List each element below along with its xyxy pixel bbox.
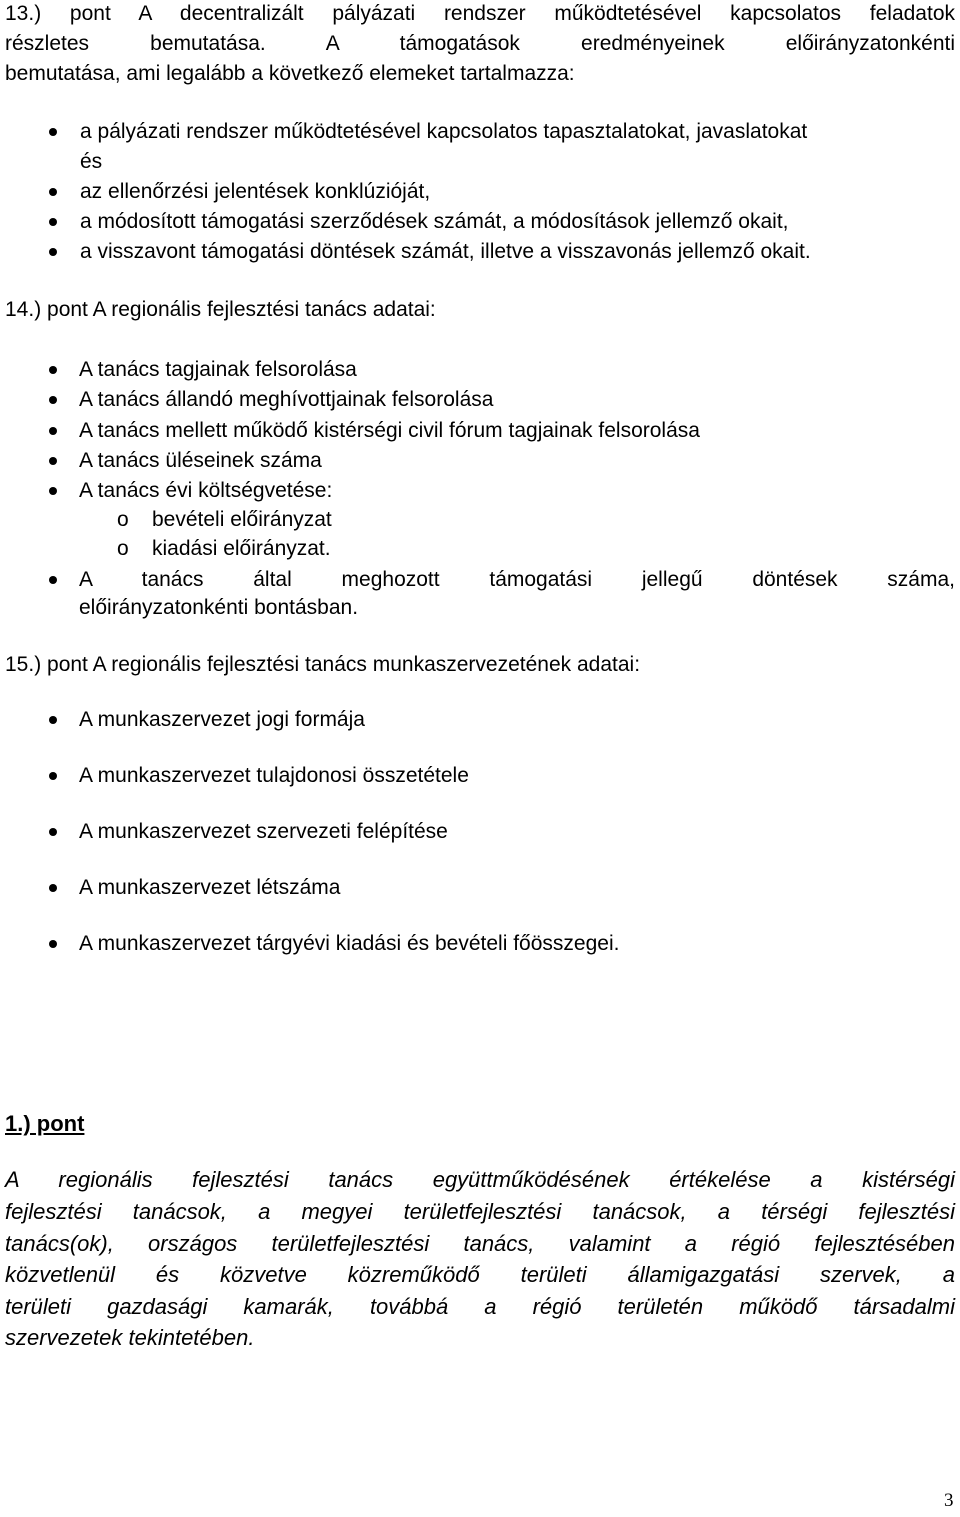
section13-item-continuation: és	[80, 150, 103, 173]
section14-item: A tanács által meghozott támogatási jellegű döntések száma,	[79, 568, 955, 591]
section15-item: A munkaszervezet tárgyévi kiadási és bevételi főösszegei.	[79, 932, 620, 955]
section1-paragraph-line: A regionális fejlesztési tanács együttműködésének értékelése a kistérségi	[5, 1167, 955, 1192]
bullet-icon	[49, 457, 57, 465]
section13-heading-line1: 13.) pont A decentralizált pályázati rendszer működtetésével kapcsolatos feladatok	[5, 2, 955, 25]
section13-item: a módosított támogatási szerződések számát, a módosítások jellemző okait,	[80, 210, 789, 233]
section15-item: A munkaszervezet jogi formája	[79, 708, 365, 731]
section14-heading: 14.) pont A regionális fejlesztési tanács adatai:	[5, 298, 436, 321]
bullet-icon	[49, 772, 57, 780]
section14-item: A tanács állandó meghívottjainak felsorolása	[79, 388, 494, 411]
section13-heading-line3: bemutatása, ami legalább a következő elemeket tartalmazza:	[5, 62, 575, 85]
section1-paragraph-line: szervezetek tekintetében.	[5, 1325, 255, 1350]
section13-item: az ellenőrzési jelentések konklúzióját,	[80, 180, 431, 203]
circle-bullet-icon: o	[117, 508, 129, 531]
section14-item: A tanács évi költségvetése:	[79, 479, 333, 502]
bullet-icon	[49, 188, 57, 196]
section15-item: A munkaszervezet tulajdonosi összetétele	[79, 764, 469, 787]
bullet-icon	[49, 828, 57, 836]
section13-item: a pályázati rendszer működtetésével kapcsolatos tapasztalatokat, javaslatokat	[80, 120, 808, 143]
section14-item: A tanács tagjainak felsorolása	[79, 358, 357, 381]
section14-item: A tanács mellett működő kistérségi civil fórum tagjainak felsorolása	[79, 419, 700, 442]
section14-item-continuation: előirányzatonkénti bontásban.	[79, 596, 359, 619]
section15-heading: 15.) pont A regionális fejlesztési tanács munkaszervezetének adatai:	[5, 653, 641, 676]
circle-bullet-icon: o	[117, 537, 129, 560]
section13-heading-line2: részletes bemutatása. A támogatások eredményeinek előirányzatonkénti	[5, 32, 955, 55]
section1-paragraph-line: területi gazdasági kamarák, továbbá a régió területén működő társadalmi	[5, 1294, 955, 1319]
bullet-icon	[49, 716, 57, 724]
section14-subitem: kiadási előirányzat.	[152, 537, 331, 560]
bullet-icon	[49, 940, 57, 948]
bullet-icon	[49, 396, 57, 404]
bullet-icon	[49, 128, 57, 136]
bullet-icon	[49, 884, 57, 892]
section13-item: a visszavont támogatási döntések számát, illetve a visszavonás jellemző okait.	[80, 240, 811, 263]
section14-item: A tanács üléseinek száma	[79, 449, 322, 472]
section15-item: A munkaszervezet szervezeti felépítése	[79, 820, 448, 843]
section1-paragraph-line: közvetlenül és közvetve közreműködő területi államigazgatási szervek, a	[5, 1262, 955, 1287]
section14-subitem: bevételi előirányzat	[152, 508, 332, 531]
bullet-icon	[49, 218, 57, 226]
bullet-icon	[49, 248, 57, 256]
bullet-icon	[49, 366, 57, 374]
section15-item: A munkaszervezet létszáma	[79, 876, 341, 899]
bullet-icon	[49, 427, 57, 435]
page-number: 3	[944, 1490, 954, 1511]
bullet-icon	[49, 487, 57, 495]
section1-paragraph-line: tanács(ok), országos területfejlesztési tanács, valamint a régió fejlesztésében	[5, 1231, 955, 1256]
section1-paragraph-line: fejlesztési tanácsok, a megyei területfejlesztési tanácsok, a térségi fejlesztési	[5, 1199, 955, 1224]
section1-heading: 1.) pont	[5, 1111, 85, 1136]
bullet-icon	[49, 576, 57, 584]
